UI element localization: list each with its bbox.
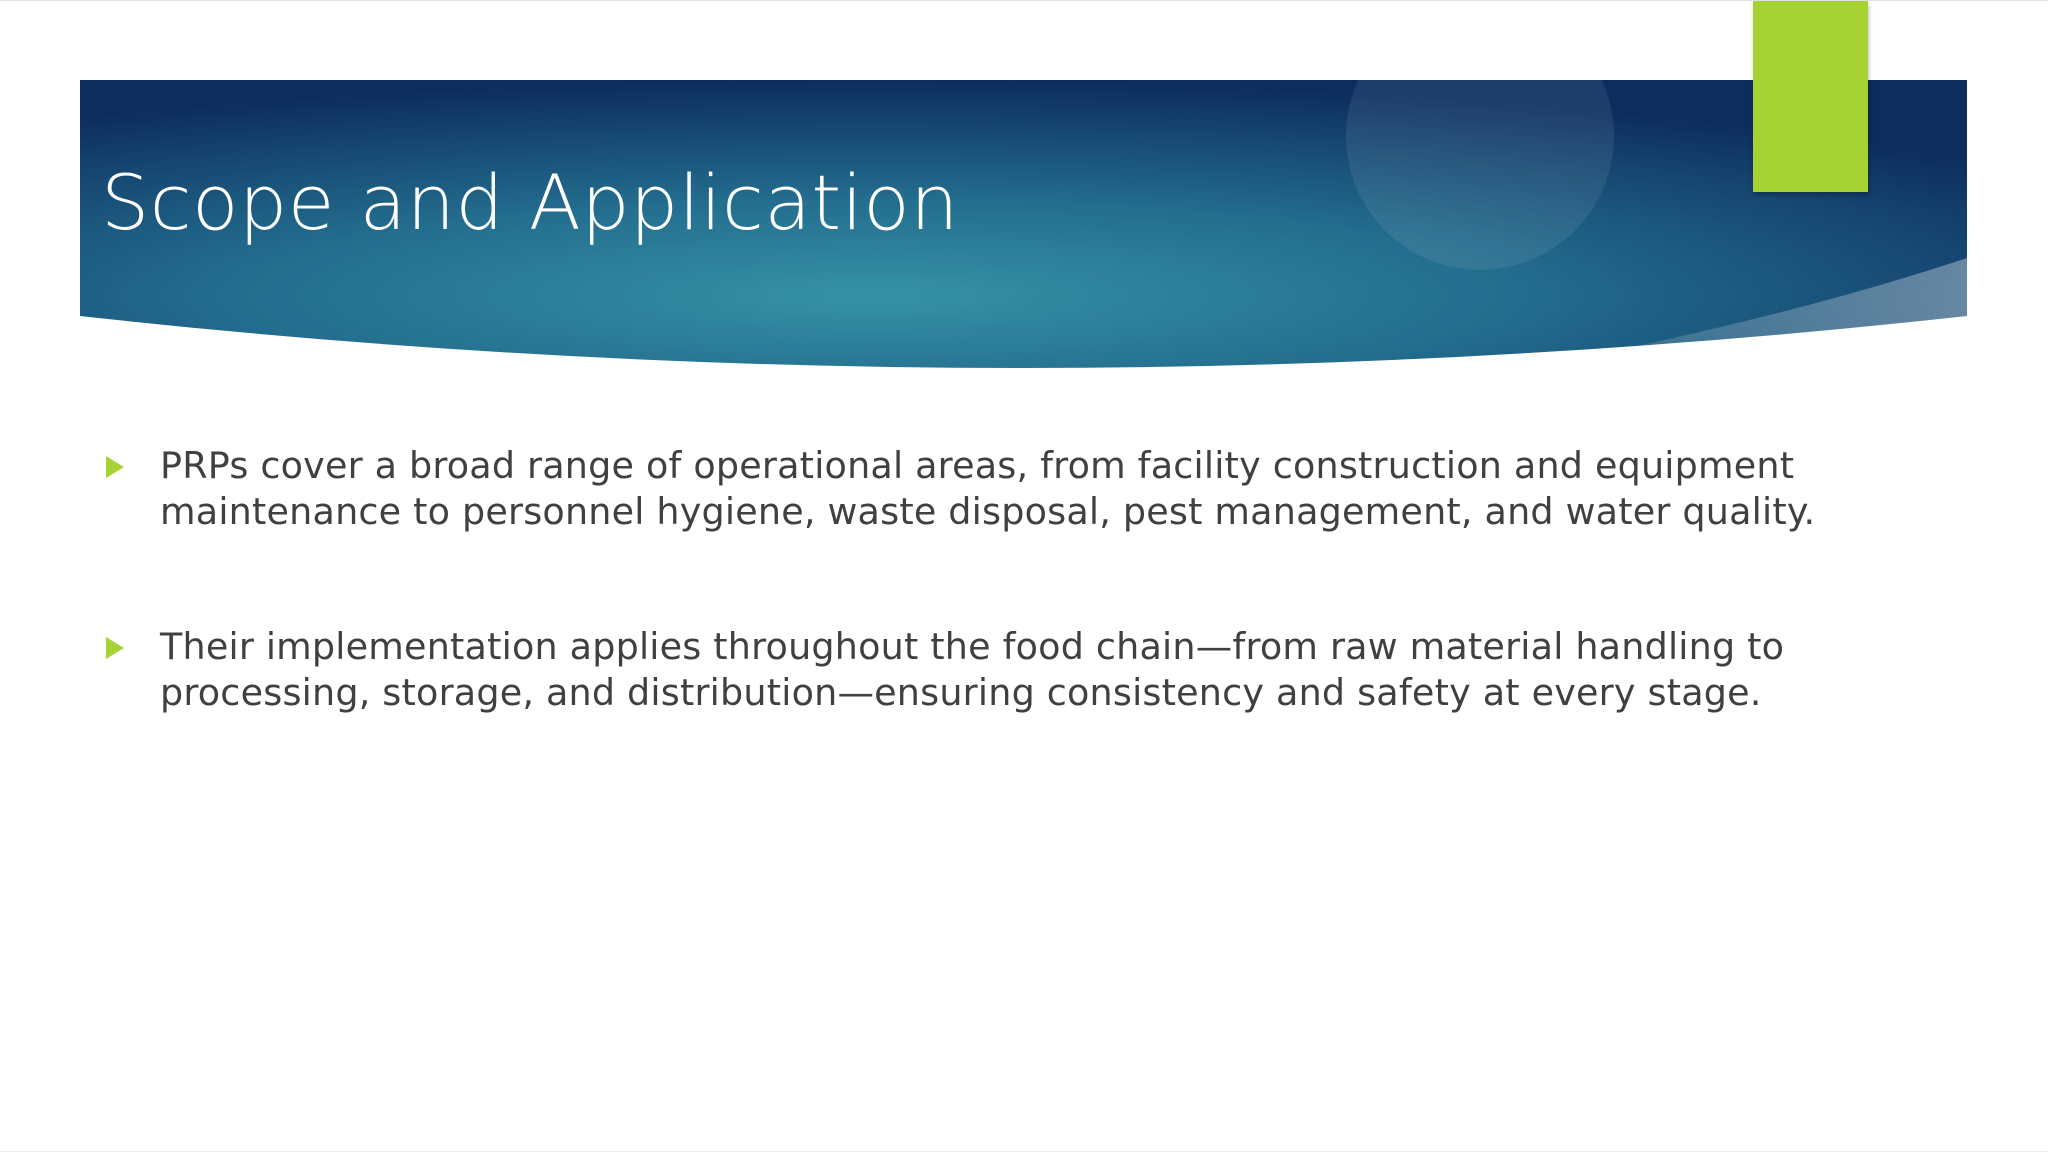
bullet-text: PRPs cover a broad range of operational areas, from facility construction and equipment maintenance to personnel hygiene, waste disposal, pest management, and water quality.: [160, 444, 1816, 533]
bullet-list: [100, 443, 1960, 805]
bullet-item: [100, 443, 1960, 535]
slide-title: Scope and Application: [101, 158, 959, 247]
accent-tab: [1753, 1, 1868, 192]
bullet-text: Their implementation applies throughout the food chain—from raw material handling to processing, storage, and distribution—ensuring consistency and safety at every stage.: [160, 625, 1785, 714]
bullet-item: [100, 624, 1960, 716]
triangle-right-icon: [106, 456, 124, 478]
triangle-right-icon: [106, 637, 124, 659]
